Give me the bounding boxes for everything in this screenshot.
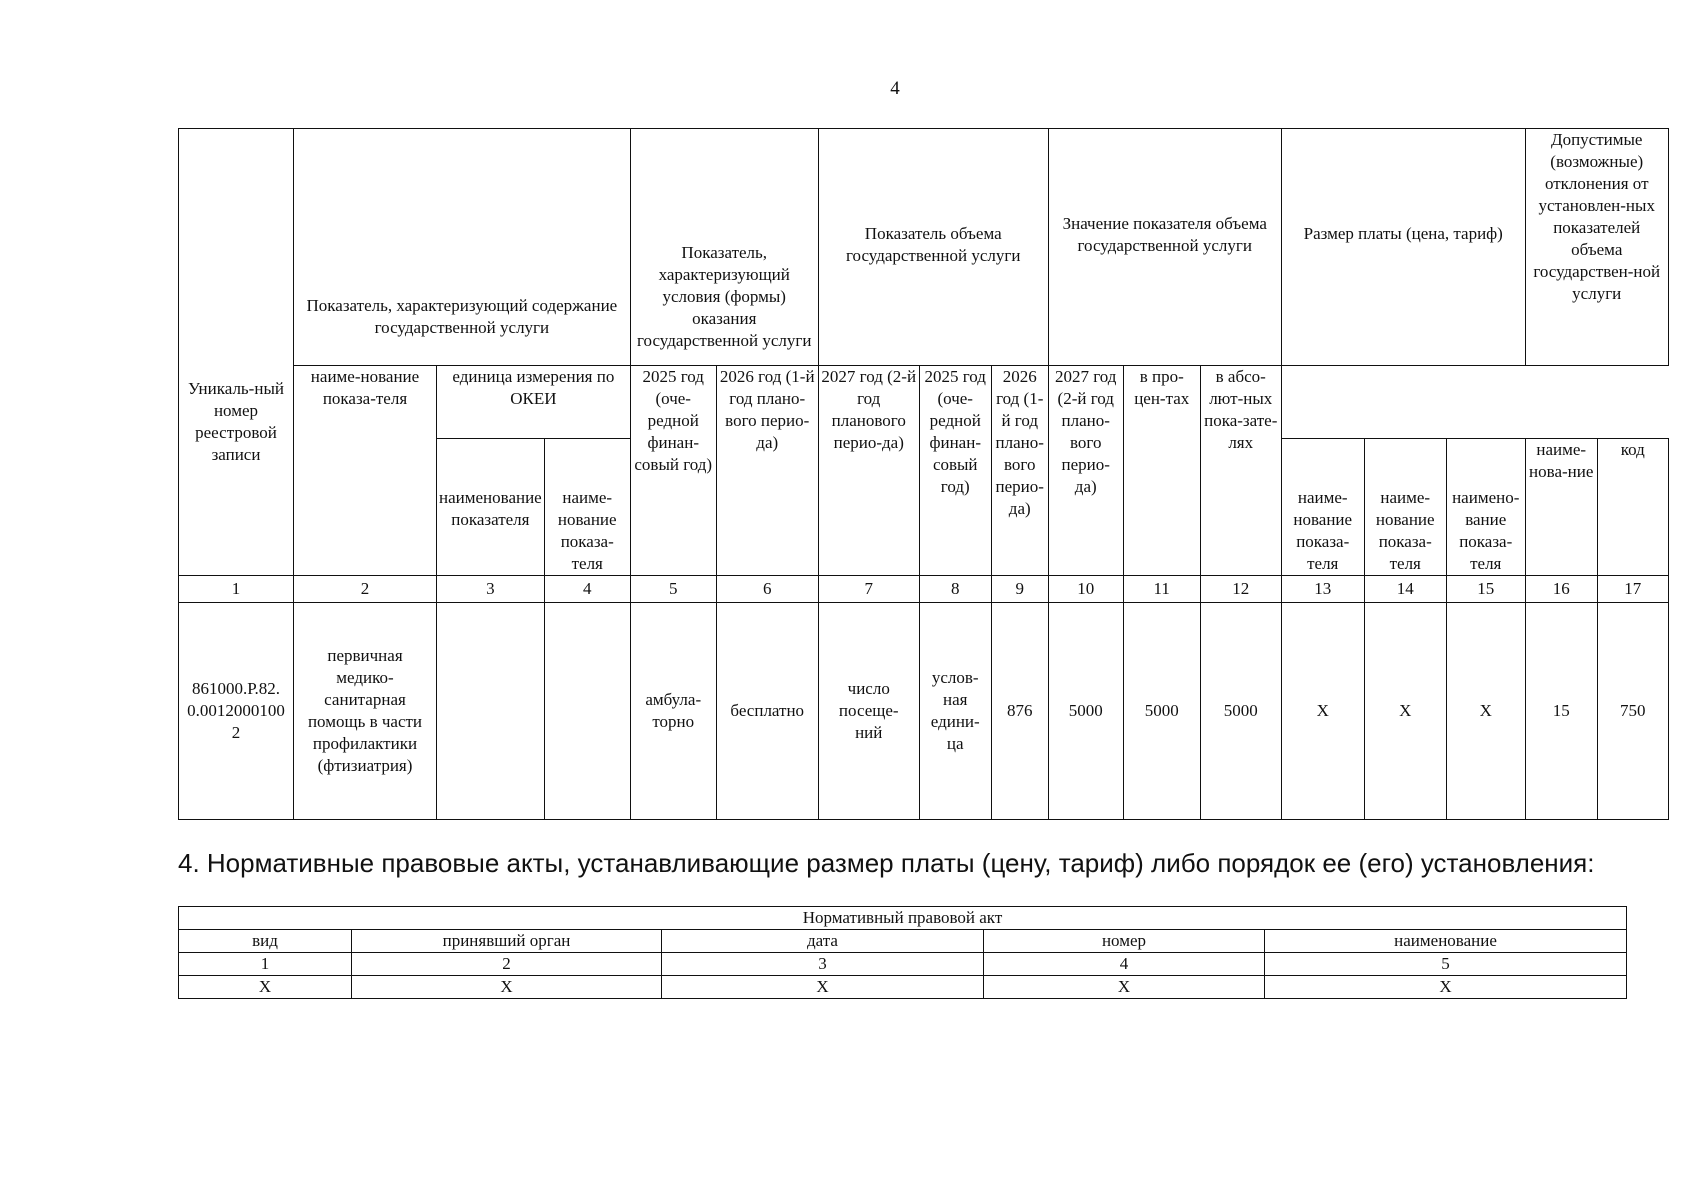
header-value-2027: 2027 год (2-й год планового перио-да) (818, 366, 919, 576)
legal-act-header-number: номер (984, 930, 1265, 953)
header-value-2026: 2026 год (1-й год плано-вого перио-да) (716, 366, 818, 576)
value-2025-cell: 5000 (1048, 603, 1123, 820)
legal-act-cell: X (662, 976, 984, 999)
legal-act-cell: X (1265, 976, 1627, 999)
header-deviation-absolute: в абсо-лют-ных пока-зате-лях (1200, 366, 1281, 576)
column-number: 1 (179, 576, 294, 603)
header-unit-code: код (1597, 439, 1668, 576)
column-number: 2 (294, 576, 437, 603)
header-fee: Размер платы (цена, тариф) (1281, 129, 1525, 366)
header-fee-2026: 2026 год (1-й год плано-вого перио-да) (991, 366, 1048, 576)
fee-2025-cell: X (1281, 603, 1364, 820)
table-row (179, 976, 1627, 999)
header-fee-2027: 2027 год (2-й год плано-вого перио-да) (1048, 366, 1123, 576)
column-number: 10 (1048, 576, 1123, 603)
header-condition-indicator: Показатель, характеризующий условия (формы) оказания государственной услуги (630, 129, 818, 366)
column-number: 17 (1597, 576, 1668, 603)
header-unit-okei: единица измерения по ОКЕИ (437, 366, 631, 439)
column-number: 12 (1200, 576, 1281, 603)
column-number: 11 (1123, 576, 1200, 603)
fee-2026-cell: X (1364, 603, 1446, 820)
header-registry-number: Уникаль-ный номер реестровой записи (179, 129, 294, 576)
content-cell-1: первичная медико-санитарная помощь в части профилактики (фтизиатрия) (294, 603, 437, 820)
value-2027-cell: 5000 (1200, 603, 1281, 820)
legal-act-column-number: 3 (662, 953, 984, 976)
column-number: 8 (919, 576, 991, 603)
legal-act-cell: X (179, 976, 352, 999)
legal-act-column-number: 5 (1265, 953, 1627, 976)
header-volume-indicator: Показатель объема государственной услуги (818, 129, 1048, 366)
legal-act-header-authority: принявший орган (352, 930, 662, 953)
column-number: 6 (716, 576, 818, 603)
deviation-absolute-cell: 750 (1597, 603, 1668, 820)
volume-name-cell: число посеще-ний (818, 603, 919, 820)
header-content-name-3: наиме-нование показа-теля (544, 439, 630, 576)
header-content-indicator: Показатель, характеризующий содержание государственной услуги (294, 129, 631, 366)
legal-act-header-type: вид (179, 930, 352, 953)
header-unit-name: наиме-нова-ние (1525, 439, 1597, 576)
legal-acts-table (178, 906, 1627, 999)
column-number: 14 (1364, 576, 1446, 603)
header-fee-2025: 2025 год (оче-редной финан-совый год) (919, 366, 991, 576)
header-condition-name-5: наиме-нование показа-теля (1364, 439, 1446, 576)
header-volume-value: Значение показателя объема государственной услуги (1048, 129, 1281, 366)
legal-act-column-number: 4 (984, 953, 1265, 976)
legal-act-column-number: 1 (179, 953, 352, 976)
legal-act-header-date: дата (662, 930, 984, 953)
unit-code-cell: 876 (991, 603, 1048, 820)
unit-name-cell: услов-ная едини-ца (919, 603, 991, 820)
page-number: 4 (890, 78, 900, 99)
header-content-name-4: наиме-нование показа-теля (1281, 439, 1364, 576)
column-number: 7 (818, 576, 919, 603)
legal-act-cell: X (352, 976, 662, 999)
deviation-percent-cell: 15 (1525, 603, 1597, 820)
column-number: 3 (437, 576, 545, 603)
column-number: 5 (630, 576, 716, 603)
service-volume-table (178, 128, 1669, 820)
content-cell-3 (544, 603, 630, 820)
header-deviation-percent: в про-цен-тах (1123, 366, 1200, 576)
column-number: 13 (1281, 576, 1364, 603)
header-deviation: Допустимые (возможные) отклонения от установлен-ных показателей объема государствен-ной услуги (1525, 129, 1668, 366)
legal-act-header-name: наименование (1265, 930, 1627, 953)
legal-act-cell: X (984, 976, 1265, 999)
header-condition-name-6: наимено-вание показа-теля (1446, 439, 1525, 576)
fee-2027-cell: X (1446, 603, 1525, 820)
column-number: 16 (1525, 576, 1597, 603)
table-row (179, 603, 1669, 820)
header-content-name-2: наименование показателя (437, 439, 545, 576)
column-number: 15 (1446, 576, 1525, 603)
condition-cell-1: амбула-торно (630, 603, 716, 820)
legal-act-group-header: Нормативный правовой акт (179, 907, 1627, 930)
content-cell-2 (437, 603, 545, 820)
section-4-title: 4. Нормативные правовые акты, устанавливающие размер платы (цену, тариф) либо порядок ее (его) установления: (178, 848, 1595, 878)
column-number: 9 (991, 576, 1048, 603)
header-value-2025: 2025 год (оче-редной финан-совый год) (630, 366, 716, 576)
legal-act-column-number: 2 (352, 953, 662, 976)
condition-cell-2: бесплатно (716, 603, 818, 820)
column-number: 4 (544, 576, 630, 603)
value-2026-cell: 5000 (1123, 603, 1200, 820)
registry-number-cell: 861000.Р.82.0.00120001002 (179, 603, 294, 820)
header-volume-name: наиме-нование показа-теля (294, 366, 437, 576)
